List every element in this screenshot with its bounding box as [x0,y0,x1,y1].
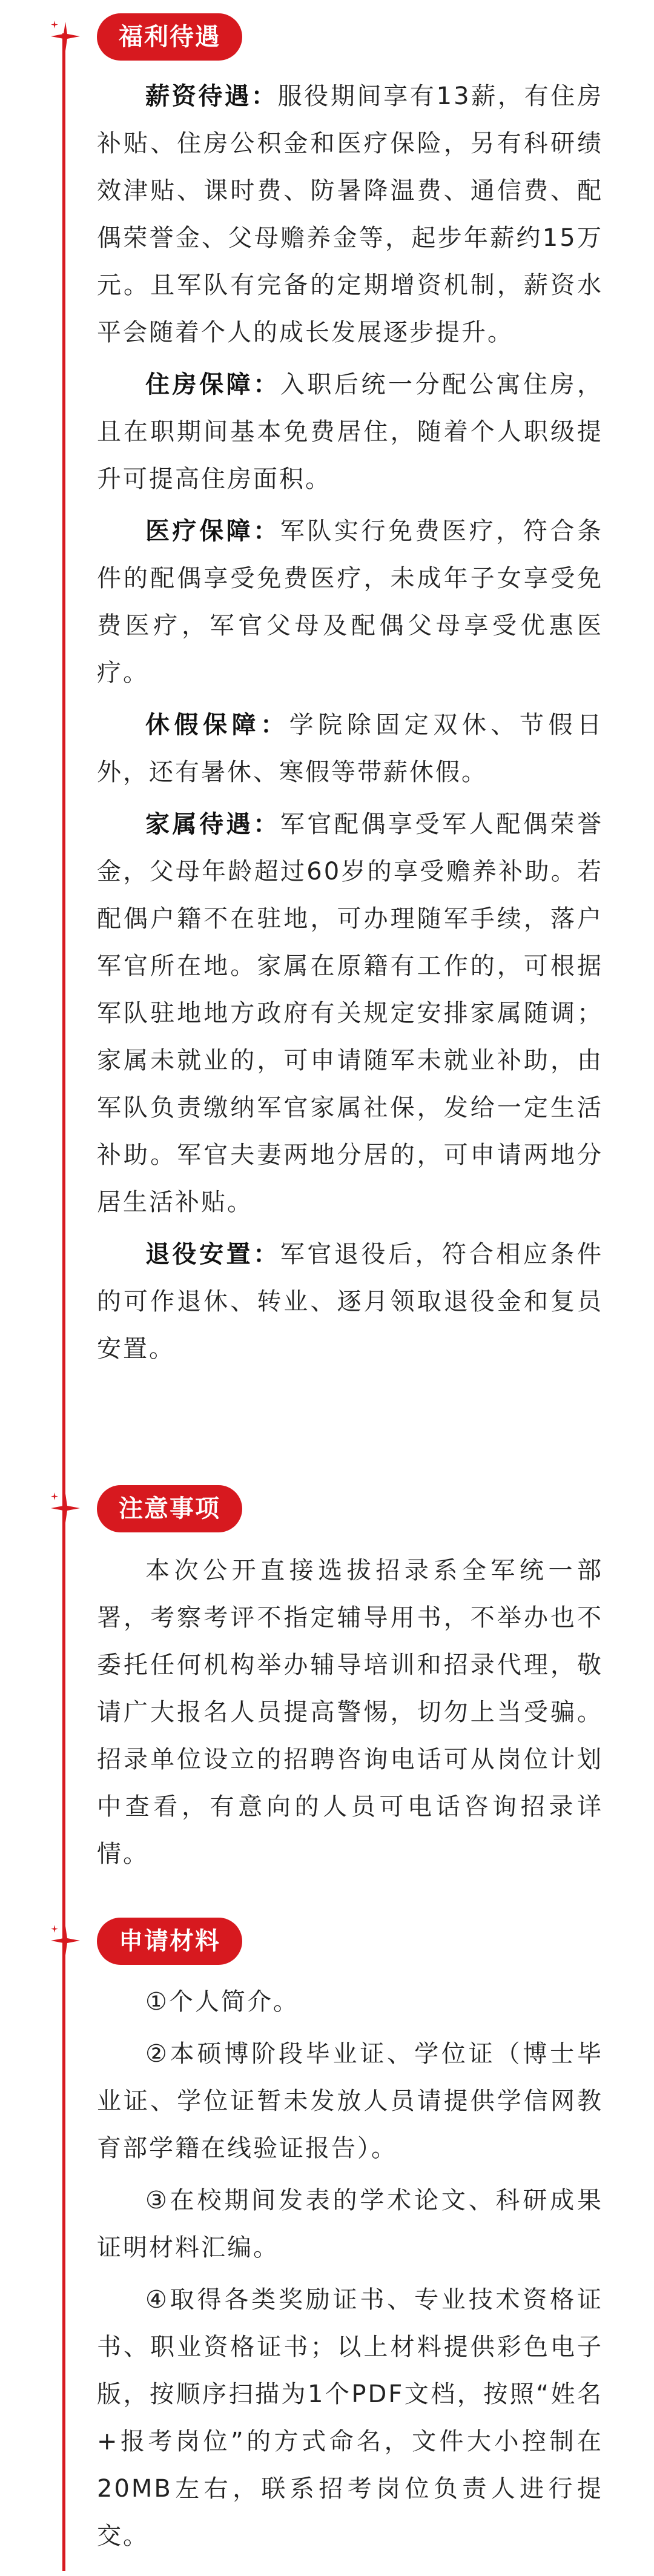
paragraph-text: ③在校期间发表的学术论文、科研成果证明材料汇编。 [97,2187,603,2262]
paragraph-text: 军官退役后，符合相应条件的可作退休、转业、逐月领取退役金和复员安置。 [97,1240,603,1363]
paragraph-lead: 家属待遇： [145,810,280,838]
paragraph-notice [97,1547,603,1878]
list-item [97,2276,603,2560]
paragraph-retirement [97,1231,603,1372]
paragraph-lead: 薪资待遇： [145,82,278,110]
paragraph-text: ①个人简介。 [145,1988,299,2016]
paragraph-text: 本次公开直接选拔招录系全军统一部署，考察考评不指定辅导用书，不举办也不委托任何机构举办辅导培训和招录代理，敬请广大报名人员提高警惕，切勿上当受骗。招录单位设立的招聘咨询电话可从岗位计划中查看，有意向的人员可电话咨询招录详情。 [97,1557,603,1868]
paragraph-lead: 休假保障： [145,711,289,739]
paragraph-text: ④取得各类奖励证书、专业技术资格证书、职业资格证书；以上材料提供彩色电子版，按顺序扫描为1个PDF文档，按照“姓名+报考岗位”的方式命名，文件大小控制在20MB左右，联系招考岗位负责人进行提交。 [97,2286,603,2550]
notice-body [97,1547,603,1882]
paragraph-salary [97,73,603,356]
paragraph-medical [97,508,603,697]
sparkle-star-icon [48,19,82,53]
paragraph-family [97,801,603,1226]
section-title-notice: 注意事项 [97,1485,242,1532]
list-item [97,1978,603,2025]
paragraph-housing [97,361,603,503]
paragraph-lead: 退役安置： [145,1240,280,1268]
paragraph-text: 军队实行免费医疗，符合条件的配偶享受免费医疗，未成年子女享受免费医疗，军官父母及配偶父母享受优惠医疗。 [97,517,603,687]
materials-body [97,1978,603,2564]
paragraph-text: 服役期间享有13薪，有住房补贴、住房公积金和医疗保险，另有科研绩效津贴、课时费、防暑降温费、通信费、配偶荣誉金、父母赡养金等，起步年薪约15万元。且军队有完备的定期增资机制，薪资水平会随着个人的成长发展逐步提升。 [97,82,603,346]
section-title-materials: 申请材料 [97,1918,242,1965]
paragraph-lead: 医疗保障： [145,517,280,545]
paragraph-lead: 住房保障： [145,371,280,399]
sparkle-star-icon [48,1924,82,1958]
paragraph-text: 入职后统一分配公寓住房，且在职期间基本免费居住，随着个人职级提升可提高住房面积。 [97,371,603,493]
benefits-body [97,73,603,1377]
paragraph-text: 军官配偶享受军人配偶荣誉金，父母年龄超过60岁的享受赡养补助。若配偶户籍不在驻地，可办理随军手续，落户军官所在地。家属在原籍有工作的，可根据军队驻地地方政府有关规定安排家属随调；家属未就业的，可申请随军未就业补助，由军队负责缴纳军官家属社保，发给一定生活补助。军官夫妻两地分居的，可申请两地分居生活补贴。 [97,810,603,1216]
paragraph-vacation [97,701,603,796]
section-title-benefits: 福利待遇 [97,13,242,61]
paragraph-text: 学院除固定双休、节假日外，还有暑休、寒假等带薪休假。 [97,711,604,786]
timeline-line [62,33,65,2571]
list-item [97,2177,603,2271]
sparkle-star-icon [48,1491,82,1525]
list-item [97,2030,603,2172]
paragraph-text: ②本硕博阶段毕业证、学位证（博士毕业证、学位证暂未发放人员请提供学信网教育部学籍在线验证报告）。 [97,2040,603,2162]
